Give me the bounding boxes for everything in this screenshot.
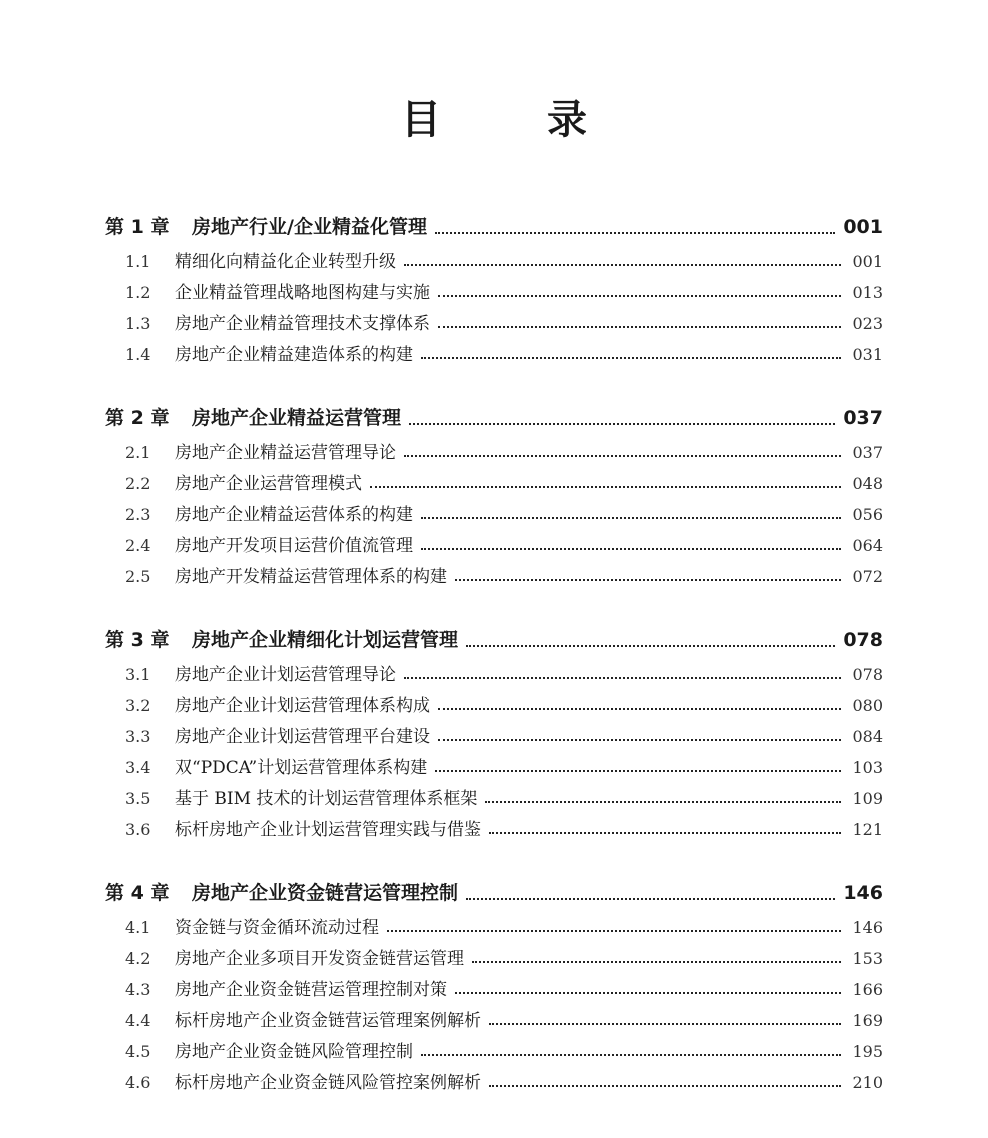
dot-leader: [438, 315, 841, 332]
section-title: 房地产企业精益运营管理导论: [175, 443, 396, 463]
section-row[interactable]: [105, 974, 883, 1005]
section-title: 标杆房地产企业计划运营管理实践与借鉴: [175, 820, 481, 840]
section-number: 2.5: [125, 567, 151, 586]
section-row[interactable]: [105, 783, 883, 814]
chapter-page: 078: [843, 629, 883, 651]
section-number: 3.6: [125, 820, 151, 839]
dot-leader: [404, 253, 841, 270]
section-row[interactable]: [105, 499, 883, 530]
section-number: 2.3: [125, 505, 151, 524]
chapter-3: [105, 621, 883, 845]
section-title: 房地产企业计划运营管理体系构成: [175, 696, 430, 716]
section-row[interactable]: [105, 530, 883, 561]
section-page: 121: [852, 820, 883, 839]
dot-leader: [438, 284, 841, 301]
section-number: 4.6: [125, 1073, 151, 1092]
section-number: 4.4: [125, 1011, 151, 1030]
section-number: 1.3: [125, 314, 151, 333]
section-number: 1.4: [125, 345, 151, 364]
section-row[interactable]: [105, 690, 883, 721]
section-title: 房地产企业资金链风险管理控制: [175, 1042, 413, 1062]
chapter-2: [105, 399, 883, 592]
dot-leader: [387, 919, 841, 936]
chapter-title: 房地产行业/企业精益化管理: [192, 216, 427, 238]
dot-leader: [489, 1012, 841, 1029]
section-title: 房地产企业资金链营运管理控制对策: [175, 980, 447, 1000]
section-page: 056: [852, 505, 883, 524]
section-page: 023: [852, 314, 883, 333]
section-title: 标杆房地产企业资金链风险管控案例解析: [175, 1073, 481, 1093]
chapter-4: [105, 874, 883, 1098]
section-title: 房地产企业运营管理模式: [175, 474, 362, 494]
dot-leader: [489, 1074, 841, 1091]
chapter-1: [105, 208, 883, 370]
section-page: 195: [852, 1042, 883, 1061]
dot-leader: [404, 666, 841, 683]
section-title: 资金链与资金循环流动过程: [175, 918, 379, 938]
dot-leader: [466, 884, 835, 903]
section-title: 房地产企业计划运营管理导论: [175, 665, 396, 685]
section-row[interactable]: [105, 943, 883, 974]
section-title: 精细化向精益化企业转型升级: [175, 252, 396, 272]
section-row[interactable]: [105, 1005, 883, 1036]
section-row[interactable]: [105, 814, 883, 845]
dot-leader: [370, 475, 841, 492]
dot-leader: [421, 537, 841, 554]
section-row[interactable]: [105, 659, 883, 690]
section-title: 基于 BIM 技术的计划运营管理体系框架: [175, 789, 478, 809]
chapter-heading[interactable]: [105, 399, 883, 437]
chapter-title: 房地产企业精细化计划运营管理: [192, 629, 459, 651]
section-title: 房地产开发项目运营价值流管理: [175, 536, 413, 556]
dot-leader: [438, 697, 841, 714]
section-page: 080: [852, 696, 883, 715]
section-row[interactable]: [105, 561, 883, 592]
section-number: 2.4: [125, 536, 151, 555]
dot-leader: [409, 409, 835, 428]
section-number: 4.2: [125, 949, 151, 968]
section-number: 1.1: [125, 252, 151, 271]
section-row[interactable]: [105, 912, 883, 943]
dot-leader: [438, 728, 841, 745]
section-page: 169: [852, 1011, 883, 1030]
chapter-page: 146: [843, 882, 883, 904]
section-number: 3.3: [125, 727, 151, 746]
chapter-title: 房地产企业精益运营管理: [192, 407, 402, 429]
section-title: 企业精益管理战略地图构建与实施: [175, 283, 430, 303]
section-page: 048: [852, 474, 883, 493]
section-page: 153: [852, 949, 883, 968]
section-title: 双“PDCA”计划运营管理体系构建: [175, 758, 428, 778]
section-page: 146: [852, 918, 883, 937]
section-title: 房地产企业精益管理技术支撑体系: [175, 314, 430, 334]
chapter-title: 房地产企业资金链营运管理控制: [192, 882, 459, 904]
section-page: 001: [852, 252, 883, 271]
section-page: 210: [852, 1073, 883, 1092]
page-title: 目 录: [401, 97, 633, 143]
section-row[interactable]: [105, 721, 883, 752]
section-row[interactable]: [105, 468, 883, 499]
section-number: 2.2: [125, 474, 151, 493]
section-number: 3.5: [125, 789, 151, 808]
section-row[interactable]: [105, 277, 883, 308]
dot-leader: [435, 759, 841, 776]
dot-leader: [466, 631, 835, 650]
dot-leader: [485, 790, 841, 807]
section-page: 084: [852, 727, 883, 746]
chapter-page: 037: [843, 407, 883, 429]
section-row[interactable]: [105, 339, 883, 370]
section-title: 标杆房地产企业资金链营运管理案例解析: [175, 1011, 481, 1031]
chapter-page: 001: [843, 216, 883, 238]
dot-leader: [455, 981, 841, 998]
section-title: 房地产企业精益建造体系的构建: [175, 345, 413, 365]
section-title: 房地产企业精益运营体系的构建: [175, 505, 413, 525]
section-page: 103: [852, 758, 883, 777]
section-title: 房地产企业计划运营管理平台建设: [175, 727, 430, 747]
section-number: 4.1: [125, 918, 151, 937]
dot-leader: [435, 218, 835, 237]
chapter-number: 第 3 章: [105, 629, 170, 651]
section-page: 064: [852, 536, 883, 555]
section-page: 072: [852, 567, 883, 586]
chapter-heading[interactable]: [105, 621, 883, 659]
chapter-heading[interactable]: [105, 874, 883, 912]
dot-leader: [455, 568, 841, 585]
dot-leader: [472, 950, 841, 967]
section-number: 3.4: [125, 758, 151, 777]
dot-leader: [489, 821, 841, 838]
section-number: 2.1: [125, 443, 151, 462]
section-number: 4.5: [125, 1042, 151, 1061]
section-row[interactable]: [105, 246, 883, 277]
section-number: 3.2: [125, 696, 151, 715]
section-title: 房地产企业多项目开发资金链营运管理: [175, 949, 464, 969]
chapter-number: 第 4 章: [105, 882, 170, 904]
section-number: 4.3: [125, 980, 151, 999]
section-number: 3.1: [125, 665, 151, 684]
chapter-number: 第 2 章: [105, 407, 170, 429]
section-row[interactable]: [105, 1067, 883, 1098]
chapter-number: 第 1 章: [105, 216, 170, 238]
section-page: 037: [852, 443, 883, 462]
section-number: 1.2: [125, 283, 151, 302]
section-row[interactable]: [105, 1036, 883, 1067]
section-page: 109: [852, 789, 883, 808]
section-row[interactable]: [105, 752, 883, 783]
dot-leader: [421, 506, 841, 523]
section-page: 078: [852, 665, 883, 684]
section-page: 031: [852, 345, 883, 364]
dot-leader: [421, 1043, 841, 1060]
section-title: 房地产开发精益运营管理体系的构建: [175, 567, 447, 587]
table-of-contents: [105, 208, 883, 1098]
section-page: 013: [852, 283, 883, 302]
section-row[interactable]: [105, 437, 883, 468]
section-row[interactable]: [105, 308, 883, 339]
dot-leader: [404, 444, 841, 461]
section-page: 166: [852, 980, 883, 999]
chapter-heading[interactable]: [105, 208, 883, 246]
dot-leader: [421, 346, 841, 363]
